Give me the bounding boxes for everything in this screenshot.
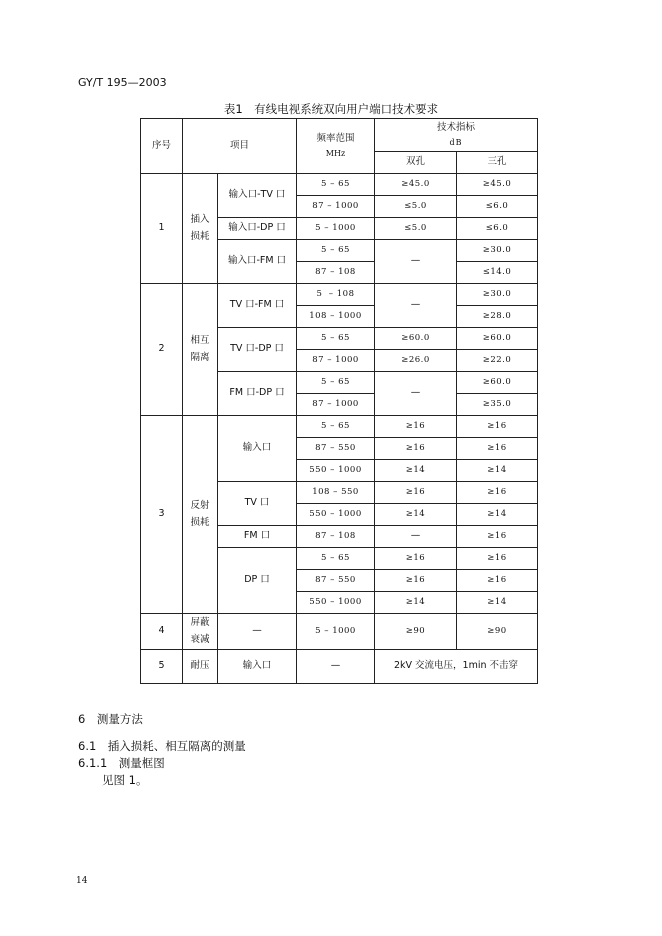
- three-hole-value: ≥28.0: [457, 306, 538, 328]
- item-sub: 输入口: [218, 650, 297, 684]
- item-category: [183, 174, 218, 284]
- header-two-hole: 双孔: [375, 152, 457, 174]
- freq-range: 550 – 1000: [297, 460, 375, 482]
- two-hole-value: ≥90: [375, 614, 457, 650]
- freq-range: 87 – 1000: [297, 394, 375, 416]
- item-category: [183, 614, 218, 650]
- header-spec: [375, 119, 538, 152]
- row-number: 3: [141, 416, 183, 614]
- section-6-heading: 6 测量方法: [78, 712, 143, 726]
- two-hole-value: —: [375, 372, 457, 416]
- header-spec-label: 技术指标: [436, 121, 475, 133]
- freq-range: 87 – 550: [297, 570, 375, 592]
- freq-range: 108 – 550: [297, 482, 375, 504]
- item-sub: FM 口-DP 口: [218, 372, 297, 416]
- header-spec-unit: dB: [449, 138, 463, 147]
- two-hole-value: ≤5.0: [375, 196, 457, 218]
- item-category-label: 相互隔离: [190, 334, 210, 363]
- row-number: 2: [141, 284, 183, 416]
- three-hole-value: ≥60.0: [457, 328, 538, 350]
- three-hole-value: ≥30.0: [457, 240, 538, 262]
- two-hole-value: —: [375, 284, 457, 328]
- three-hole-value: ≥30.0: [457, 284, 538, 306]
- three-hole-value: ≥90: [457, 614, 538, 650]
- three-hole-value: ≥16: [457, 570, 538, 592]
- freq-range: 550 – 1000: [297, 504, 375, 526]
- three-hole-value: ≥16: [457, 548, 538, 570]
- item-category-label: 屏蔽衰减: [190, 616, 210, 645]
- freq-range: 5 – 65: [297, 548, 375, 570]
- freq-range: 5 – 1000: [297, 218, 375, 240]
- two-hole-value: ≥60.0: [375, 328, 457, 350]
- two-hole-value: ≥26.0: [375, 350, 457, 372]
- two-hole-value: —: [375, 240, 457, 284]
- two-hole-value: ≥14: [375, 592, 457, 614]
- header-freq: [297, 119, 375, 174]
- item-sub: FM 口: [218, 526, 297, 548]
- freq-range: 5 – 65: [297, 372, 375, 394]
- page-number: 14: [76, 876, 88, 886]
- freq-range: 87 – 550: [297, 438, 375, 460]
- two-hole-value: ≥16: [375, 438, 457, 460]
- section-6-1-1-heading: 6.1.1 测量框图: [78, 756, 165, 770]
- three-hole-value: ≤14.0: [457, 262, 538, 284]
- table-row: [141, 614, 538, 650]
- row-number: 1: [141, 174, 183, 284]
- freq-range: 5 – 65: [297, 416, 375, 438]
- freq-range: 5 – 1000: [297, 614, 375, 650]
- item-sub: TV 口: [218, 482, 297, 526]
- three-hole-value: ≥14: [457, 504, 538, 526]
- item-sub: 输入口-TV 口: [218, 174, 297, 218]
- spec-table: [140, 118, 538, 684]
- two-hole-value: ≥16: [375, 416, 457, 438]
- section-6-1-heading: 6.1 插入损耗、相互隔离的测量: [78, 739, 246, 753]
- freq-range: 550 – 1000: [297, 592, 375, 614]
- two-hole-value: —: [375, 526, 457, 548]
- three-hole-value: ≥14: [457, 592, 538, 614]
- item-sub: —: [218, 614, 297, 650]
- two-hole-value: ≥14: [375, 504, 457, 526]
- three-hole-value: ≥16: [457, 526, 538, 548]
- freq-range: 87 – 108: [297, 526, 375, 548]
- two-hole-value: ≥16: [375, 548, 457, 570]
- three-hole-value: ≥16: [457, 438, 538, 460]
- item-category-label: 插入损耗: [190, 213, 210, 242]
- withstand-voltage-value: 2kV 交流电压，1min 不击穿: [375, 650, 538, 684]
- item-sub: DP 口: [218, 548, 297, 614]
- freq-range: 5 – 65: [297, 174, 375, 196]
- freq-range: 87 – 1000: [297, 350, 375, 372]
- two-hole-value: ≥45.0: [375, 174, 457, 196]
- three-hole-value: ≥45.0: [457, 174, 538, 196]
- three-hole-value: ≥16: [457, 482, 538, 504]
- three-hole-value: ≤6.0: [457, 218, 538, 240]
- item-category-label: 反射损耗: [190, 499, 210, 528]
- freq-range: 87 – 108: [297, 262, 375, 284]
- freq-range: 5 – 65: [297, 240, 375, 262]
- freq-range: 5 – 108: [297, 284, 375, 306]
- row-number: 4: [141, 614, 183, 650]
- item-sub: 输入口: [218, 416, 297, 482]
- table-row: [141, 174, 538, 196]
- row-number: 5: [141, 650, 183, 684]
- header-three-hole: 三孔: [457, 152, 538, 174]
- three-hole-value: ≤6.0: [457, 196, 538, 218]
- item-category: [183, 416, 218, 614]
- three-hole-value: ≥35.0: [457, 394, 538, 416]
- freq-range: 108 – 1000: [297, 306, 375, 328]
- item-category: [183, 284, 218, 416]
- header-freq-unit: MHz: [325, 149, 346, 158]
- header-no: 序号: [141, 119, 183, 174]
- item-sub: 输入口-DP 口: [218, 218, 297, 240]
- standard-code: GY/T 195—2003: [78, 76, 167, 89]
- item-category: 耐压: [183, 650, 218, 684]
- three-hole-value: ≥22.0: [457, 350, 538, 372]
- table-row: [141, 650, 538, 684]
- table-row: [141, 416, 538, 438]
- two-hole-value: ≥14: [375, 460, 457, 482]
- two-hole-value: ≥16: [375, 482, 457, 504]
- freq-range: —: [297, 650, 375, 684]
- three-hole-value: ≥14: [457, 460, 538, 482]
- table-title: 表1 有线电视系统双向用户端口技术要求: [223, 102, 439, 116]
- freq-range: 5 – 65: [297, 328, 375, 350]
- two-hole-value: ≤5.0: [375, 218, 457, 240]
- three-hole-value: ≥60.0: [457, 372, 538, 394]
- table-row: [141, 284, 538, 306]
- freq-range: 87 – 1000: [297, 196, 375, 218]
- item-sub: TV 口-DP 口: [218, 328, 297, 372]
- two-hole-value: ≥16: [375, 570, 457, 592]
- three-hole-value: ≥16: [457, 416, 538, 438]
- header-freq-label: 频率范围: [316, 132, 355, 144]
- see-figure-text: 见图 1。: [102, 773, 148, 787]
- header-item: 项目: [183, 119, 297, 174]
- item-sub: 输入口-FM 口: [218, 240, 297, 284]
- item-sub: TV 口-FM 口: [218, 284, 297, 328]
